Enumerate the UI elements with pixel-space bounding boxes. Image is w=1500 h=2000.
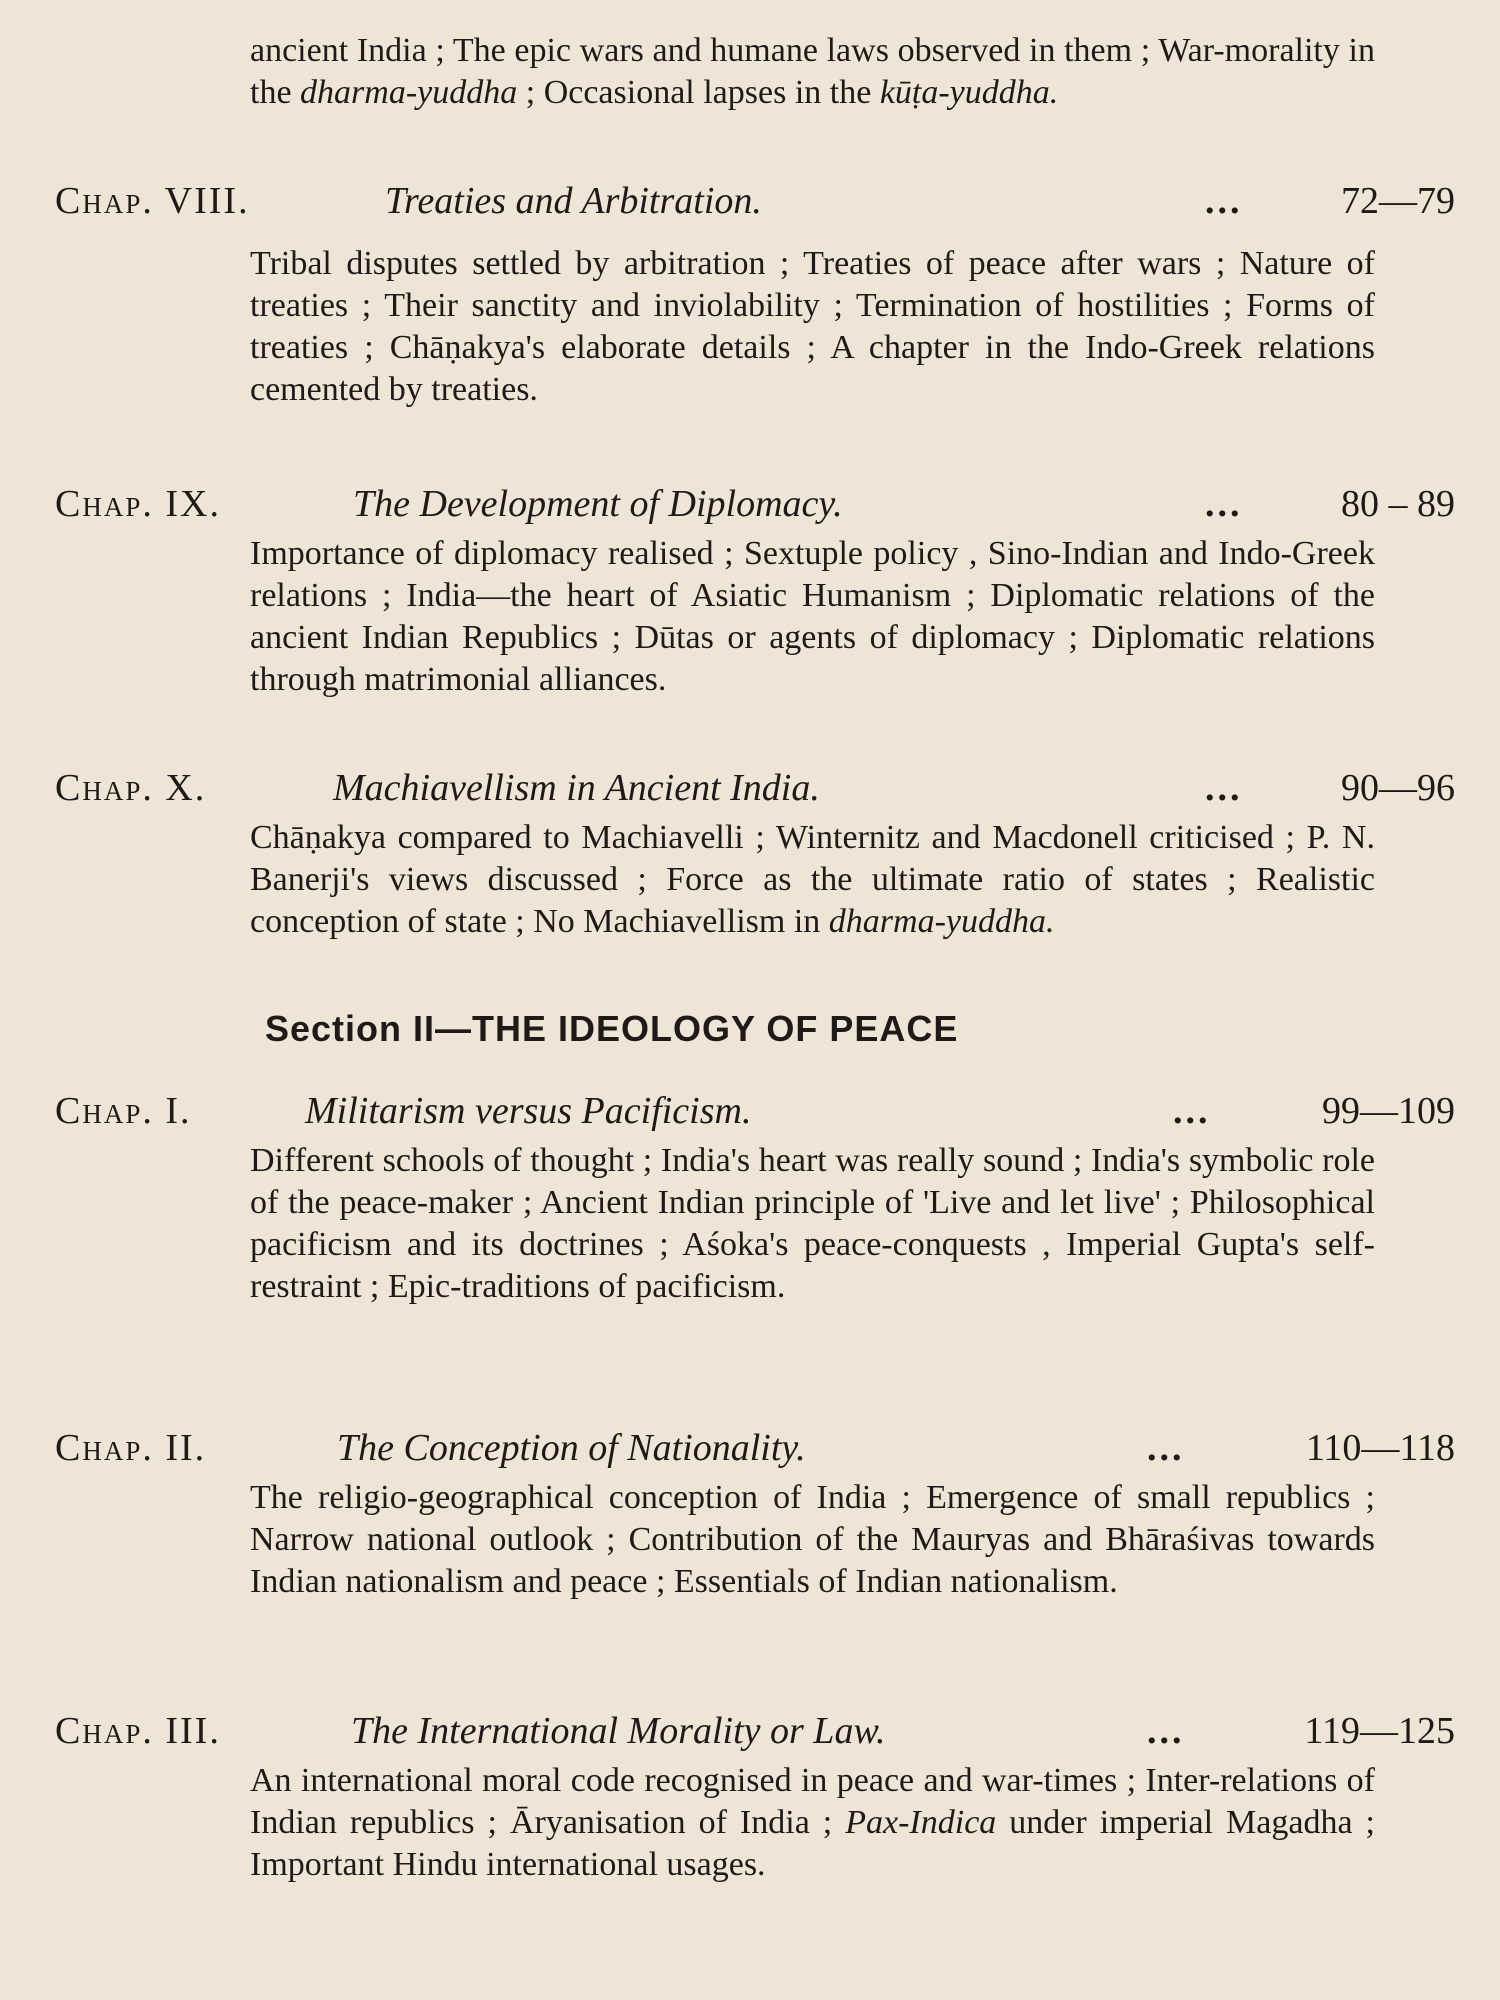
chapter-heading-i bbox=[55, 1085, 1455, 1133]
chapter-title: The Conception of Nationality. bbox=[337, 1427, 806, 1469]
section-prefix: Section II— bbox=[265, 1008, 473, 1049]
chapter-number: Chap. II. bbox=[55, 1427, 207, 1469]
chapter-title: Machiavellism in Ancient India. bbox=[333, 767, 820, 809]
chapter-title: Militarism versus Pacificism. bbox=[305, 1090, 752, 1132]
leader-dots: ... bbox=[1147, 1427, 1185, 1469]
description-text: An international moral code recognised in peace and war-times ; Inter-relations of Indian republics ; Āryanisation of India ; bbox=[250, 1762, 1375, 1841]
intro-text-1: ancient India ; The epic wars and humane laws observed in them ; War-morality in the bbox=[250, 32, 1375, 111]
section-heading bbox=[265, 1008, 958, 1050]
chapter-description bbox=[250, 1760, 1375, 1886]
chapter-heading-viii bbox=[55, 175, 1455, 223]
leader-dots: ... bbox=[1205, 180, 1243, 222]
chapter-number: Chap. X. bbox=[55, 767, 207, 809]
page-range: 80 – 89 bbox=[1341, 483, 1455, 525]
chapter-title: The Development of Diplomacy. bbox=[353, 483, 843, 525]
leader-dots: ... bbox=[1173, 1090, 1211, 1132]
page-range: 72—79 bbox=[1341, 180, 1455, 222]
chapter-number: Chap. VIII. bbox=[55, 180, 250, 222]
page-range: 90—96 bbox=[1341, 767, 1455, 809]
chapter-description: Different schools of thought ; India's heart was really sound ; India's symbolic role of the peace-maker ; Ancient Indian principle of 'Live and let live' ; Philosophical pacificism and its doctrines ; Aśoka's peace-conquests , Imperial Gupta's self-restraint ; Epic-traditions of pacificism. bbox=[250, 1142, 1375, 1305]
chapter-vii-description-continued bbox=[250, 30, 1375, 114]
chapter-description: The religio-geographical conception of India ; Emergence of small republics ; Narrow national outlook ; Contribution of the Mauryas and Bhāraśivas towards Indian nationalism and peace ; Essentials of Indian nationalism. bbox=[250, 1479, 1375, 1600]
chapter-description bbox=[250, 817, 1375, 943]
chapter-title: Treaties and Arbitration. bbox=[385, 180, 762, 222]
intro-italic-term-2: kūṭa-yuddha. bbox=[879, 74, 1059, 111]
description-text: Chāṇakya compared to Machiavelli ; Winternitz and Macdonell criticised ; P. N. Banerji's views discussed ; Force as the ultimate ratio of states ; Realistic conception of state ; No Machiavellism in bbox=[250, 819, 1375, 940]
page-range: 119—125 bbox=[1304, 1710, 1455, 1752]
italic-term: Pax-Indica bbox=[845, 1804, 997, 1841]
intro-italic-term-1: dharma-yuddha bbox=[300, 74, 518, 111]
intro-text-2: ; Occasional lapses in the bbox=[517, 74, 880, 111]
chapter-number: Chap. I. bbox=[55, 1090, 192, 1132]
chapter-title: The International Morality or Law. bbox=[351, 1710, 886, 1752]
description-text-after: under imperial Magadha ; Important Hindu international usages. bbox=[250, 1804, 1375, 1883]
chapter-heading-iii bbox=[55, 1705, 1455, 1753]
leader-dots: ... bbox=[1205, 767, 1243, 809]
chapter-description: Tribal disputes settled by arbitration ; Treaties of peace after wars ; Nature of treaties ; Their sanctity and inviolability ; Termination of hostilities ; Forms of treaties ; Chāṇakya's elaborate details ; A chapter in the Indo-Greek relations cemented by treaties. bbox=[250, 245, 1375, 408]
italic-term: dharma-yuddha. bbox=[828, 903, 1055, 940]
page-range: 110—118 bbox=[1305, 1427, 1455, 1469]
chapter-number: Chap. III. bbox=[55, 1710, 221, 1752]
page-range: 99—109 bbox=[1322, 1090, 1455, 1132]
chapter-heading-ii bbox=[55, 1422, 1455, 1470]
chapter-heading-ix bbox=[55, 478, 1455, 526]
leader-dots: ... bbox=[1205, 483, 1243, 525]
chapter-description: Importance of diplomacy realised ; Sextuple policy , Sino-Indian and Indo-Greek relations ; India—the heart of Asiatic Humanism ; Diplomatic relations of the ancient Indian Republics ; Dūtas or agents of diplomacy ; Diplomatic relations through matrimonial alliances. bbox=[250, 535, 1375, 698]
leader-dots: ... bbox=[1147, 1710, 1185, 1752]
chapter-heading-x bbox=[55, 762, 1455, 810]
chapter-number: Chap. IX. bbox=[55, 483, 221, 525]
section-title: THE IDEOLOGY OF PEACE bbox=[472, 1008, 959, 1049]
